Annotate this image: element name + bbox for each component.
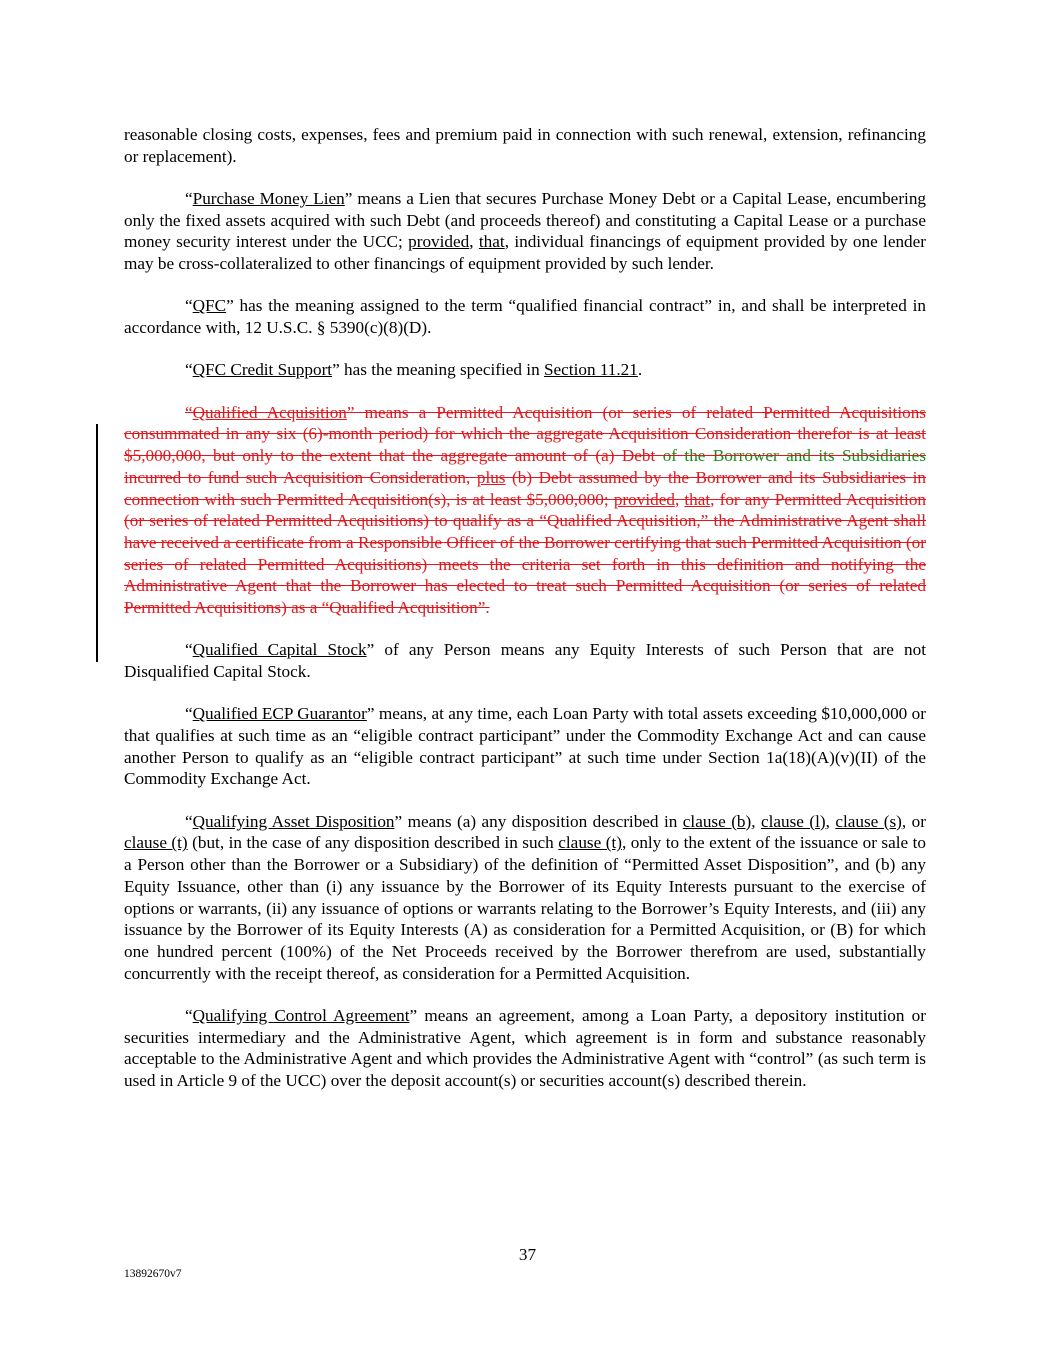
paragraph-continuation [124, 124, 926, 167]
clause-reference: clause (t) [124, 833, 188, 853]
paragraph-text: reasonable closing costs, expenses, fees and premium paid in connection with such renewal, extension, refinancing or replacement). [124, 125, 926, 166]
defined-term: Qualified ECP Guarantor [192, 704, 367, 724]
definition-qualified-capital-stock: “Qualified Capital Stock” of any Person means any Equity Interests of such Person that are not Disqualified Capital Stock. [124, 640, 926, 682]
deleted-definition-qualified-acquisition: “Qualified Acquisition” means a Permitted Acquisition (or series of related Permitted Acquisitions consummated in any six (6)-month period) for which the aggregate Acquisition Consideration therefor is at least $5,000,000, but only to the extent that the aggregate amount of (a) Debt of the Borrower and its Subsidiaries incurred to fund such Acquisition Consideration, plus (b) Debt assumed by the Borrower and its Subsidiaries in connection with such Permitted Acquisition(s), is at least $5,000,000; provided, that, for any Permitted Acquisition (or series of related Permitted Acquisitions) to qualify as a “Qualified Acquisition,” the Administrative Agent shall have received a certificate from a Responsible Officer of the Borrower certifying that such Permitted Acquisition (or series of related Permitted Acquisitions) meets the criteria set forth in this definition and notifying the Administrative Agent that the Borrower has elected to treat such Permitted Acquisition (or series of related Permitted Acquisitions) as a “Qualified Acquisition”. [124, 402, 927, 618]
emphasis-that: that [478, 232, 505, 252]
document-id: 13892670v7 [124, 1268, 182, 1280]
revision-change-bar [96, 424, 98, 662]
definition-qualifying-asset-disposition: “Qualifying Asset Disposition” means (a) any disposition described in clause (b), clause (l), clause (s), or clause (t) (but, in the case of any disposition described in such clause (t), only to the extent of the issuance or sale to a Person other than the Borrower or a Subsidiary) of the definition of “Permitted Asset Disposition”, and (b) any Equity Issuance, other than (i) any issuance by the Borrower of its Equity Interests pursuant to the exercise of options or warrants, (ii) any issuance of options or warrants relating to the Borrower’s Equity Interests, and (iii) any issuance by the Borrower of its Equity Interests (A) as consideration for a Permitted Acquisition, or (B) for which one hundred percent (100%) of the Net Proceeds received by the Borrower therefrom are used, substantially concurrently with the receipt thereof, as consideration for a Permitted Acquisition. [124, 811, 926, 983]
clause-reference: clause (t) [558, 833, 622, 853]
page-number: 37 [518, 1245, 537, 1264]
emphasis-provided: provided [408, 232, 470, 252]
definition-qfc: “QFC” has the meaning assigned to the term “qualified financial contract” in, and shall be interpreted in accordance with, 12 U.S.C. § 5390(c)(8)(D). [124, 296, 926, 338]
defined-term: Qualifying Asset Disposition [192, 811, 395, 831]
emphasis-provided: provided [613, 489, 675, 509]
clause-reference: clause (s) [835, 811, 902, 831]
moved-text: of the Borrower and its Subsidiaries [662, 446, 926, 466]
definition-qualified-ecp-guarantor: “Qualified ECP Guarantor” means, at any time, each Loan Party with total assets exceeding $10,000,000 or that qualifies at such time as an “eligible contract participant” under the Commodity Exchange Act and can cause another Person to qualify as an “eligible contract participant” at such time under Section 1a(18)(A)(v)(II) of the Commodity Exchange Act. [124, 704, 926, 789]
defined-term: Qualified Capital Stock [192, 640, 367, 660]
section-reference: Section 11.21 [543, 360, 638, 380]
document-body [124, 124, 926, 1112]
defined-term: QFC Credit Support [192, 360, 333, 380]
emphasis-that: that [684, 489, 711, 509]
defined-term: QFC [192, 296, 227, 316]
definition-qualifying-control-agreement: “Qualifying Control Agreement” means an agreement, among a Loan Party, a depository institution or securities intermediary and the Administrative Agent, which agreement is in form and substance reasonably acceptable to the Administrative Agent and which provides the Administrative Agent with “control” (as such term is used in Article 9 of the UCC) over the deposit account(s) or securities account(s) described therein. [124, 1005, 926, 1091]
defined-term: Purchase Money Lien [192, 189, 345, 208]
defined-term: Qualifying Control Agreement [192, 1005, 410, 1025]
definition-purchase-money-lien: “Purchase Money Lien” means a Lien that secures Purchase Money Debt or a Capital Lease, encumbering only the fixed assets acquired with such Debt (and proceeds thereof) and constituting a Capital Lease or a purchase money security interest under the UCC; provided, that, individual financings of equipment provided by one lender may be cross-collateralized to other financings of equipment provided by such lender. [124, 189, 927, 274]
defined-term: Qualified Acquisition [192, 402, 347, 422]
clause-reference: clause (l) [760, 811, 826, 831]
emphasis-plus: plus [476, 467, 506, 487]
clause-reference: clause (b) [682, 811, 752, 831]
definition-qfc-credit-support: “QFC Credit Support” has the meaning specified in Section 11.21. [185, 360, 643, 380]
